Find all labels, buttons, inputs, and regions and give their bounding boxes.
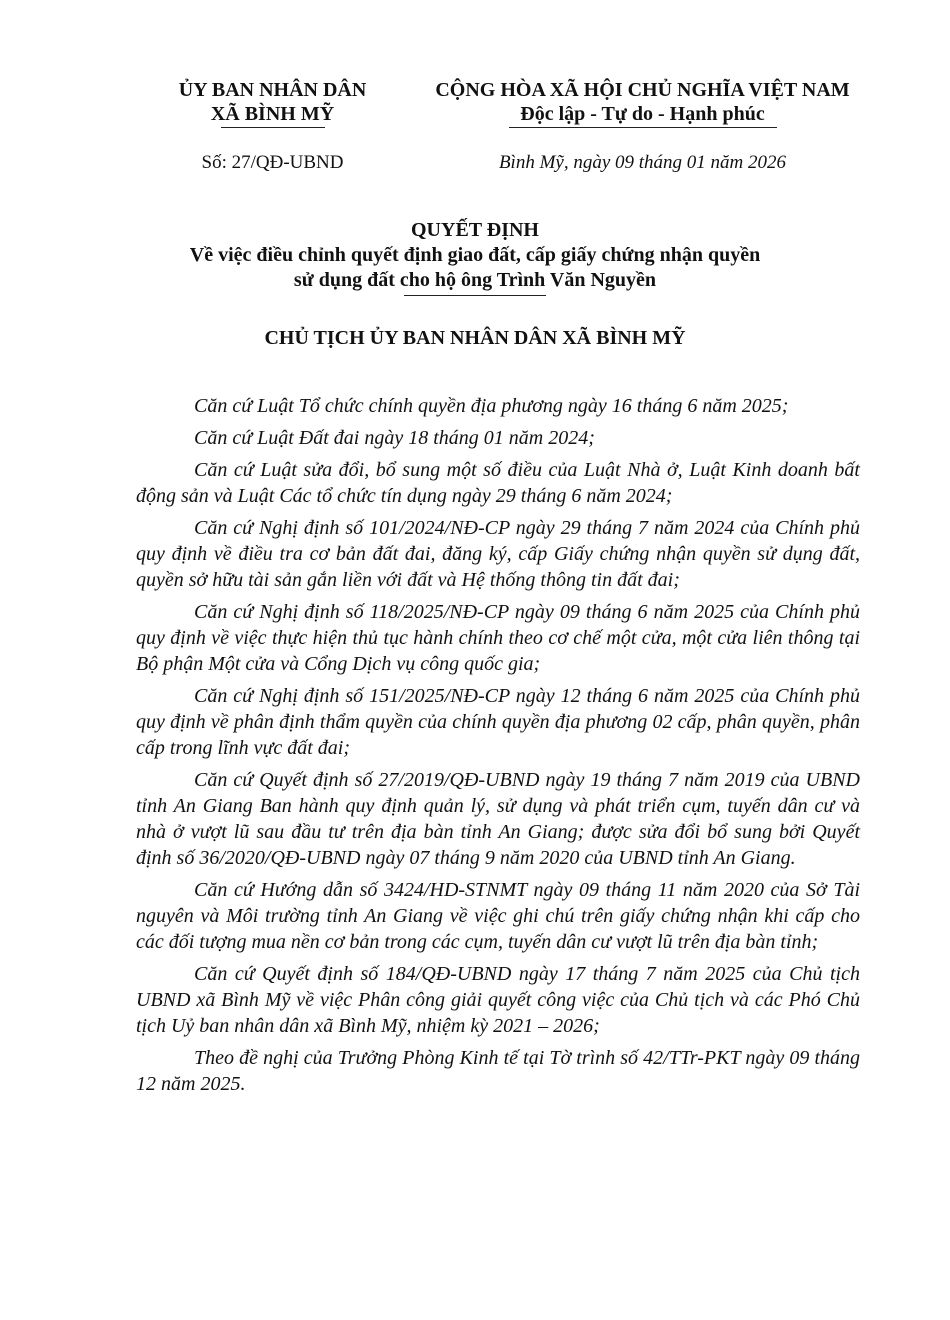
document-number: Số: 27/QĐ-UBND (201, 152, 344, 173)
agency-commune: XÃ BÌNH MỸ (210, 103, 335, 125)
agency-name: ỦY BAN NHÂN DÂN (178, 79, 367, 101)
basis-paragraph: Căn cứ Quyết định số 27/2019/QĐ-UBND ngày 19 tháng 7 năm 2019 của UBND tỉnh An Giang Ban hành quy định quản lý, sử dụng và phát triển cụm, tuyến dân cư và nhà ở vượt lũ sau đầu tư trên địa bàn tỉnh An Giang; được sửa đổi bổ sung bởi Quyết định số 36/2020/QĐ-UBND ngày 07 tháng 9 năm 2020 của UBND tỉnh An Giang. (136, 769, 860, 869)
title-underline (404, 295, 546, 296)
motto-text: Độc lập - Tự do - Hạnh phúc (520, 103, 765, 125)
basis-paragraph: Căn cứ Luật Tổ chức chính quyền địa phương ngày 16 tháng 6 năm 2025; (194, 395, 789, 417)
legal-bases (136, 393, 860, 1103)
basis-paragraph: Căn cứ Nghị định số 118/2025/NĐ-CP ngày 09 tháng 6 năm 2025 của Chính phủ quy định về việc thực hiện thủ tục hành chính theo cơ chế một cửa, một cửa liên thông tại Bộ phận Một cửa và Cổng Dịch vụ công quốc gia; (136, 601, 860, 675)
basis-paragraph: Căn cứ Nghị định số 151/2025/NĐ-CP ngày 12 tháng 6 năm 2025 của Chính phủ quy định về phân định thẩm quyền của chính quyền địa phương 02 cấp, phân quyền, phân cấp trong lĩnh vực đất đai; (136, 685, 860, 759)
country-name: CỘNG HÒA XÃ HỘI CHỦ NGHĨA VIỆT NAM (435, 79, 850, 101)
agency-underline (221, 127, 325, 128)
title-line-2: sử dụng đất cho hộ ông Trình Văn Nguyền (293, 269, 657, 291)
proposal-paragraph: Theo đề nghị của Trưởng Phòng Kinh tế tại Tờ trình số 42/TTr-PKT ngày 09 tháng 12 năm 2025. (136, 1047, 860, 1095)
basis-paragraph: Căn cứ Nghị định số 101/2024/NĐ-CP ngày 29 tháng 7 năm 2024 của Chính phủ quy định về điều tra cơ bản đất đai, đăng ký, cấp Giấy chứng nhận quyền sử dụng đất, quyền sở hữu tài sản gắn liền với đất và Hệ thống thông tin đất đai; (136, 517, 860, 591)
document-title (115, 218, 835, 296)
document-date: Bình Mỹ, ngày 09 tháng 01 năm 2026 (498, 152, 787, 173)
basis-paragraph: Căn cứ Luật Đất đai ngày 18 tháng 01 năm 2024; (194, 427, 595, 449)
basis-paragraph: Căn cứ Quyết định số 184/QĐ-UBND ngày 17 tháng 7 năm 2025 của Chủ tịch UBND xã Bình Mỹ về việc Phân công giải quyết công việc của Chủ tịch và các Phó Chủ tịch Uỷ ban nhân dân xã Bình Mỹ, nhiệm kỳ 2021 – 2026; (136, 963, 860, 1037)
issuing-agency (165, 78, 380, 128)
motto-underline (509, 127, 777, 128)
document-type: QUYẾT ĐỊNH (411, 219, 539, 241)
title-line-1: Về việc điều chỉnh quyết định giao đất, cấp giấy chứng nhận quyền (189, 244, 761, 266)
national-motto (415, 78, 870, 128)
basis-paragraph: Căn cứ Hướng dẫn số 3424/HD-STNMT ngày 09 tháng 11 năm 2020 của Sở Tài nguyên và Môi trường tỉnh An Giang về việc ghi chú trên giấy chứng nhận khi cấp cho các đối tượng mua nền cơ bản trong các cụm, tuyến dân cư vượt lũ trên địa bàn tỉnh; (136, 879, 860, 953)
authority-heading: CHỦ TỊCH ỦY BAN NHÂN DÂN XÃ BÌNH MỸ (264, 327, 686, 349)
basis-paragraph: Căn cứ Luật sửa đổi, bổ sung một số điều của Luật Nhà ở, Luật Kinh doanh bất động sản và Luật Các tổ chức tín dụng ngày 29 tháng 6 năm 2024; (136, 459, 860, 507)
